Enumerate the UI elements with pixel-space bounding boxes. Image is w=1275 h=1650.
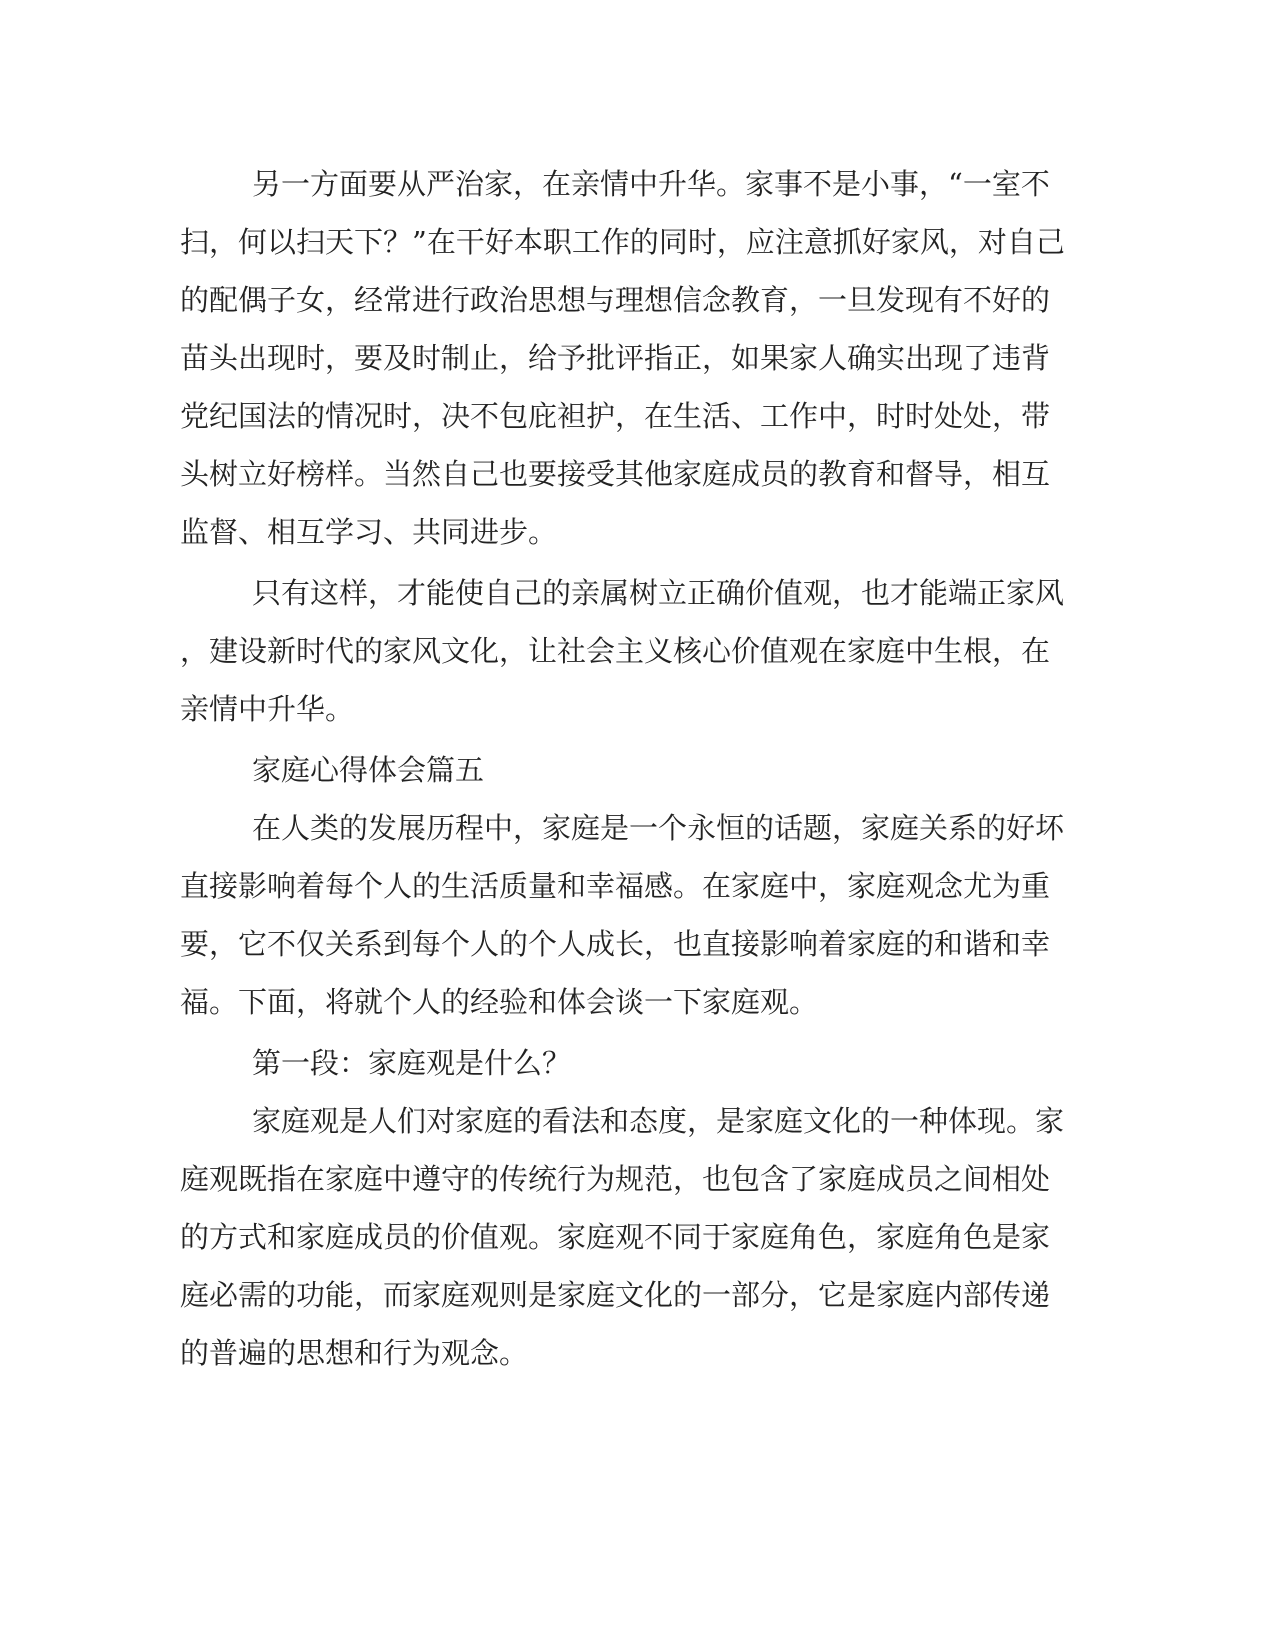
text-line: 苗头出现时，要及时制止，给予批评指正，如果家人确实出现了违背 xyxy=(180,341,1051,375)
text-line: 庭必需的功能，而家庭观则是家庭文化的一部分，它是家庭内部传递 xyxy=(180,1278,1051,1312)
text-line: 直接影响着每个人的生活质量和幸福感。在家庭中，家庭观念尤为重 xyxy=(180,869,1051,903)
text-line: 亲情中升华。 xyxy=(180,692,355,726)
subsection-heading: 第一段：家庭观是什么？ xyxy=(252,1046,572,1080)
text-line: 监督、相互学习、共同进步。 xyxy=(180,515,558,549)
text-line: 只有这样，才能使自己的亲属树立正确价值观，也才能端正家风 xyxy=(252,576,1065,610)
text-line: 的普遍的思想和行为观念。 xyxy=(180,1336,529,1370)
text-line: 家庭观是人们对家庭的看法和态度，是家庭文化的一种体现。家 xyxy=(252,1104,1065,1138)
section-heading: 家庭心得体会篇五 xyxy=(252,753,485,787)
text-line: 另一方面要从严治家，在亲情中升华。家事不是小事，“一室不 xyxy=(252,167,1050,201)
text-line: 在人类的发展历程中，家庭是一个永恒的话题，家庭关系的好坏 xyxy=(252,811,1065,845)
text-line: 头树立好榜样。当然自己也要接受其他家庭成员的教育和督导，相互 xyxy=(180,457,1051,491)
text-line: ，建设新时代的家风文化，让社会主义核心价值观在家庭中生根，在 xyxy=(180,634,1051,668)
text-line: 的配偶子女，经常进行政治思想与理想信念教育，一旦发现有不好的 xyxy=(180,283,1051,317)
text-line: 庭观既指在家庭中遵守的传统行为规范，也包含了家庭成员之间相处 xyxy=(180,1162,1051,1196)
text-line: 扫，何以扫天下？”在干好本职工作的同时，应注意抓好家风，对自己 xyxy=(180,225,1065,259)
text-line: 党纪国法的情况时，决不包庇袒护，在生活、工作中，时时处处，带 xyxy=(180,399,1051,433)
text-line: 福。下面，将就个人的经验和体会谈一下家庭观。 xyxy=(180,985,819,1019)
text-line: 的方式和家庭成员的价值观。家庭观不同于家庭角色，家庭角色是家 xyxy=(180,1220,1051,1254)
text-line: 要，它不仅关系到每个人的个人成长，也直接影响着家庭的和谐和幸 xyxy=(180,927,1051,961)
